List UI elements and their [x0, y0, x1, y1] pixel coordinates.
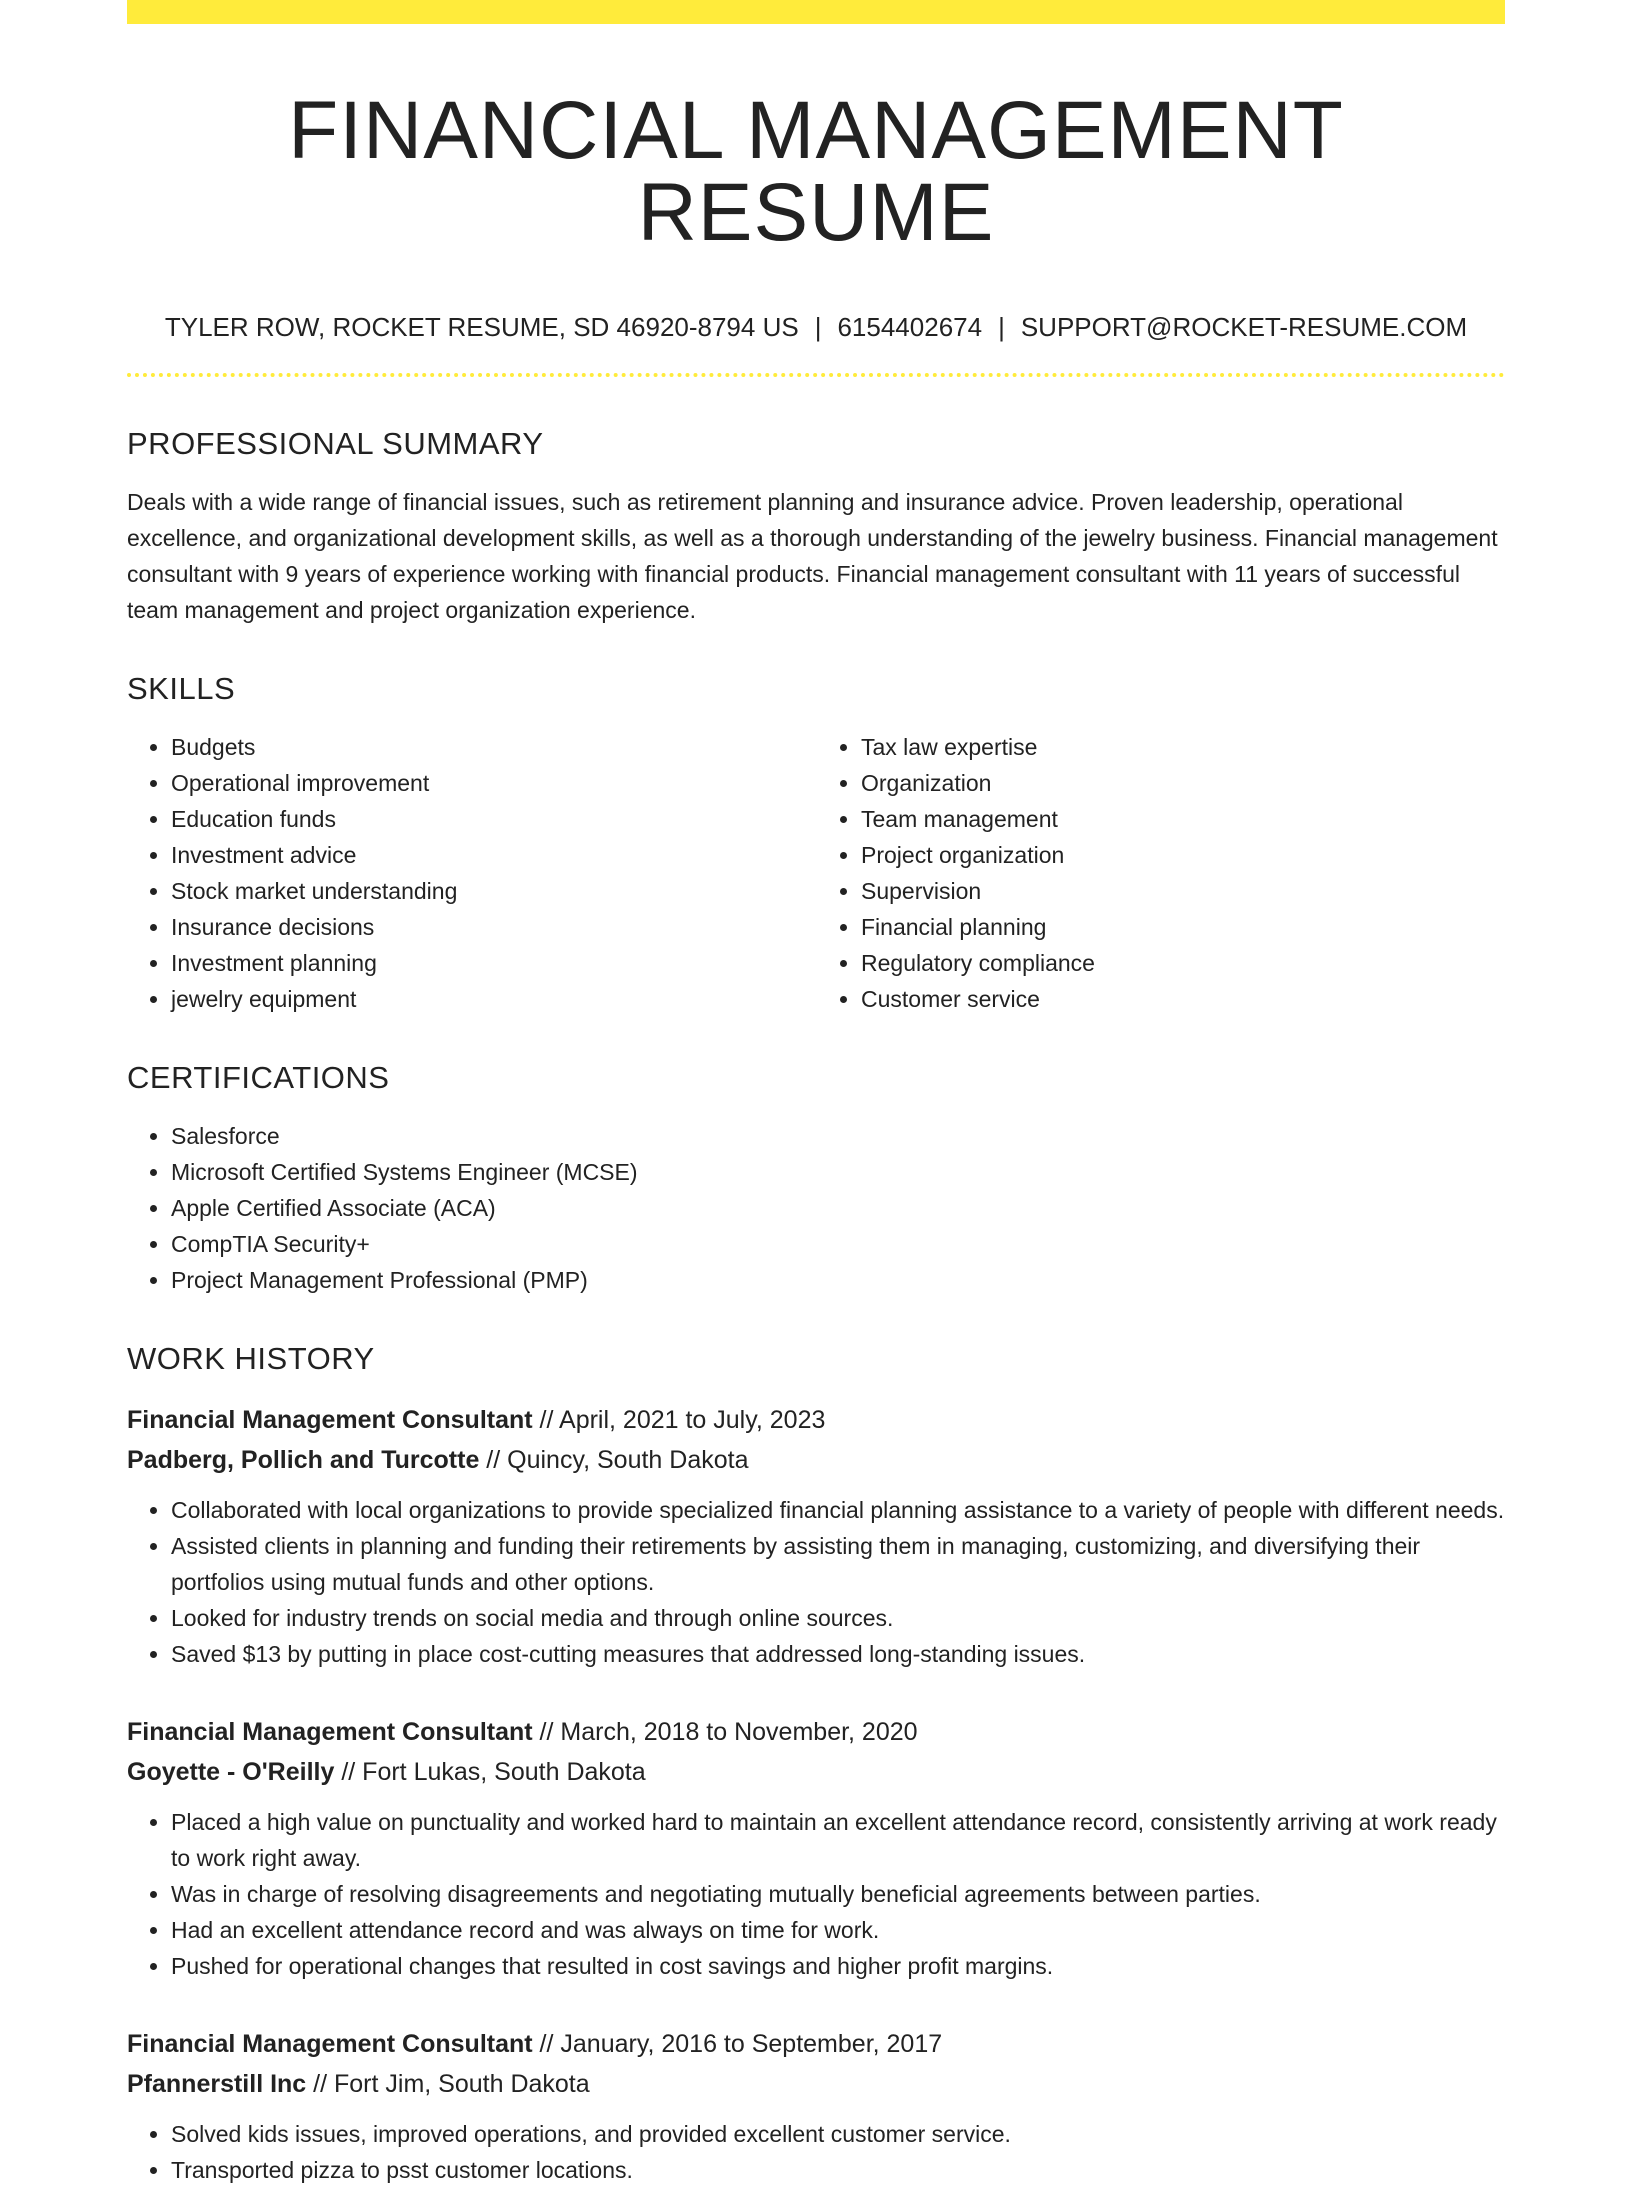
job-company-line: [127, 2064, 1505, 2104]
job-bullet: • Was in charge of resolving disagreements and negotiating mutually beneficial agreements between parties.: [171, 1876, 1505, 1912]
skill-item: • Customer service: [861, 981, 1502, 1017]
job-company-line: [127, 1752, 1505, 1792]
summary-heading: PROFESSIONAL SUMMARY: [127, 425, 544, 461]
certification-item: • Microsoft Certified Systems Engineer (MCSE): [171, 1154, 1505, 1190]
skill-item: • Budgets: [171, 729, 816, 765]
job-title-line: [127, 1712, 1505, 1752]
job-entry: [127, 1712, 1505, 1984]
skill-item: • Supervision: [861, 873, 1502, 909]
skills-heading: SKILLS: [127, 670, 236, 706]
job-company: Goyette - O'Reilly: [127, 1757, 335, 1786]
job-company-line: [127, 1440, 1505, 1480]
skills-list-left: [127, 729, 816, 1017]
job-role: Financial Management Consultant: [127, 1717, 533, 1746]
job-location: // Fort Lukas, South Dakota: [334, 1757, 646, 1786]
job-bullet: • Solved kids issues, improved operations, and provided excellent customer service.: [171, 2116, 1505, 2152]
resume-title: FINANCIAL MANAGEMENT RESUME: [288, 85, 1344, 258]
skill-item: • Regulatory compliance: [861, 945, 1502, 981]
skill-item: • Team management: [861, 801, 1502, 837]
job-bullet: • Placed a high value on punctuality and worked hard to maintain an excellent attendance record, consistently arriving at work ready to work right away.: [171, 1804, 1505, 1876]
job-bullets: [127, 2116, 1505, 2188]
work-history: [127, 1400, 1505, 2188]
job-bullet: • Saved $13 by putting in place cost-cutting measures that addressed long-standing issues.: [171, 1636, 1505, 1672]
summary-text: Deals with a wide range of financial issues, such as retirement planning and insurance advice. Proven leadership, operational excellence, and organizational development skills, as well as a thorough understanding of the jewelry business. Financial management consultant with 9 years of experience working with financial products. Financial management consultant with 11 years of successful team management and project organization experience.: [127, 488, 1498, 623]
contact-separator: |: [814, 312, 822, 342]
job-company: Padberg, Pollich and Turcotte: [127, 1445, 480, 1474]
certifications-heading: CERTIFICATIONS: [127, 1060, 390, 1096]
skills-list-right: [813, 729, 1502, 1017]
contact-email: SUPPORT@ROCKET-RESUME.COM: [1020, 312, 1468, 342]
skill-item: • Project organization: [861, 837, 1502, 873]
job-role: Financial Management Consultant: [127, 2029, 533, 2058]
skill-item: • jewelry equipment: [171, 981, 816, 1017]
job-dates: // January, 2016 to September, 2017: [532, 2029, 943, 2058]
job-company: Pfannerstill Inc: [127, 2069, 307, 2098]
job-bullets: [127, 1492, 1505, 1672]
job-bullets: [127, 1804, 1505, 1984]
skill-item: • Investment advice: [171, 837, 816, 873]
job-dates: // March, 2018 to November, 2020: [532, 1717, 918, 1746]
certifications-list: [127, 1118, 1505, 1298]
skill-item: • Insurance decisions: [171, 909, 816, 945]
contact-line: [127, 311, 1505, 345]
skill-item: • Tax law expertise: [861, 729, 1502, 765]
job-dates: // April, 2021 to July, 2023: [532, 1405, 826, 1434]
job-bullet: • Assisted clients in planning and funding their retirements by assisting them in managing, customizing, and diversifying their portfolios using mutual funds and other options.: [171, 1528, 1505, 1600]
contact-separator: |: [998, 312, 1005, 342]
contact-address: TYLER ROW, ROCKET RESUME, SD 46920-8794 US: [164, 312, 799, 342]
top-accent-bar: [127, 0, 1505, 24]
skill-item: • Stock market understanding: [171, 873, 816, 909]
certification-item: • Project Management Professional (PMP): [171, 1262, 1505, 1298]
skills-columns: [127, 707, 1505, 1017]
job-bullet: • Collaborated with local organizations to provide specialized financial planning assistance to a variety of people with different needs.: [171, 1492, 1505, 1528]
job-location: // Quincy, South Dakota: [479, 1445, 749, 1474]
job-title-line: [127, 1400, 1505, 1440]
certification-item: • Apple Certified Associate (ACA): [171, 1190, 1505, 1226]
work-history-heading: WORK HISTORY: [127, 1341, 375, 1377]
skill-item: • Education funds: [171, 801, 816, 837]
job-bullet: • Had an excellent attendance record and was always on time for work.: [171, 1912, 1505, 1948]
job-entry: [127, 1400, 1505, 1672]
skill-item: • Operational improvement: [171, 765, 816, 801]
job-title-line: [127, 2024, 1505, 2064]
skill-item: • Investment planning: [171, 945, 816, 981]
job-bullet: • Pushed for operational changes that resulted in cost savings and higher profit margins.: [171, 1948, 1505, 1984]
dotted-divider: [127, 373, 1505, 377]
job-role: Financial Management Consultant: [127, 1405, 533, 1434]
job-location: // Fort Jim, South Dakota: [306, 2069, 590, 2098]
job-bullet: • Transported pizza to psst customer locations.: [171, 2152, 1505, 2188]
job-entry: [127, 2024, 1505, 2188]
certification-item: • Salesforce: [171, 1118, 1505, 1154]
certification-item: • CompTIA Security+: [171, 1226, 1505, 1262]
job-bullet: • Looked for industry trends on social media and through online sources.: [171, 1600, 1505, 1636]
skill-item: • Financial planning: [861, 909, 1502, 945]
contact-phone: 6154402674: [837, 312, 983, 342]
skill-item: • Organization: [861, 765, 1502, 801]
